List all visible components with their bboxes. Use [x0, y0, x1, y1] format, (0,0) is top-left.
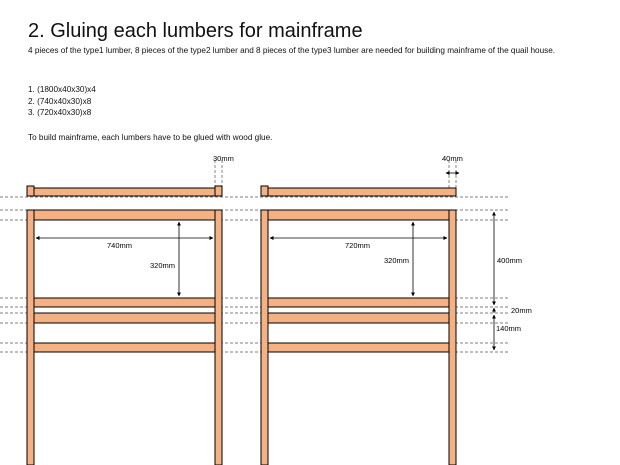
left-thickness-label: 30mm	[213, 154, 234, 163]
left-frame-top-beam	[34, 188, 215, 196]
lumber-type-1: 1. (1800x40x30)x4	[28, 85, 96, 94]
right-gap-label: 320mm	[384, 256, 410, 265]
right-thickness-label: 40mm	[442, 154, 463, 163]
right-frame	[261, 186, 456, 465]
left-frame-lower-rail	[34, 313, 215, 323]
left-dimensions	[36, 222, 213, 296]
intro-text: 4 pieces of the type1 lumber, 8 pieces of the type2 lumber and 8 pieces of the type3 lumber are needed for building mainframe of the quail house.	[28, 46, 556, 55]
lumber-type-2: 2. (740x40x30)x8	[28, 96, 92, 106]
left-frame	[27, 186, 222, 465]
page-title: 2. Gluing each lumbers for mainframe	[28, 20, 363, 42]
left-frame-top-block-left	[27, 186, 34, 196]
left-frame-left-post	[27, 210, 34, 465]
right-rail-label: 20mm	[511, 306, 532, 315]
left-gap-label: 320mm	[150, 261, 176, 270]
right-frame-top-block-left	[261, 186, 268, 196]
thickness-guides	[215, 160, 456, 190]
left-frame-right-post	[215, 210, 222, 465]
left-frame-upper-rail	[34, 210, 215, 220]
right-frame-top-beam	[268, 188, 456, 196]
left-width-label: 740mm	[107, 241, 133, 250]
lumber-type-3: 3. (720x40x30)x8	[28, 108, 92, 117]
right-frame-middle-rail	[268, 298, 449, 307]
right-frame-left-post	[261, 210, 268, 465]
left-frame-top-block-right	[215, 186, 222, 196]
right-width-label: 720mm	[345, 241, 371, 250]
right-frame-lower-rail	[268, 313, 449, 323]
glue-note: To build mainframe, each lumbers have to be glued with wood glue.	[28, 133, 273, 142]
left-frame-bottom-rail	[34, 343, 215, 352]
right-frame-bottom-rail	[268, 343, 449, 352]
left-frame-middle-rail	[34, 298, 215, 307]
right-frame-right-post	[449, 210, 456, 465]
right-frame-upper-rail	[268, 210, 449, 220]
right-lower-label: 140mm	[496, 324, 522, 333]
right-height-label: 400mm	[497, 256, 523, 265]
